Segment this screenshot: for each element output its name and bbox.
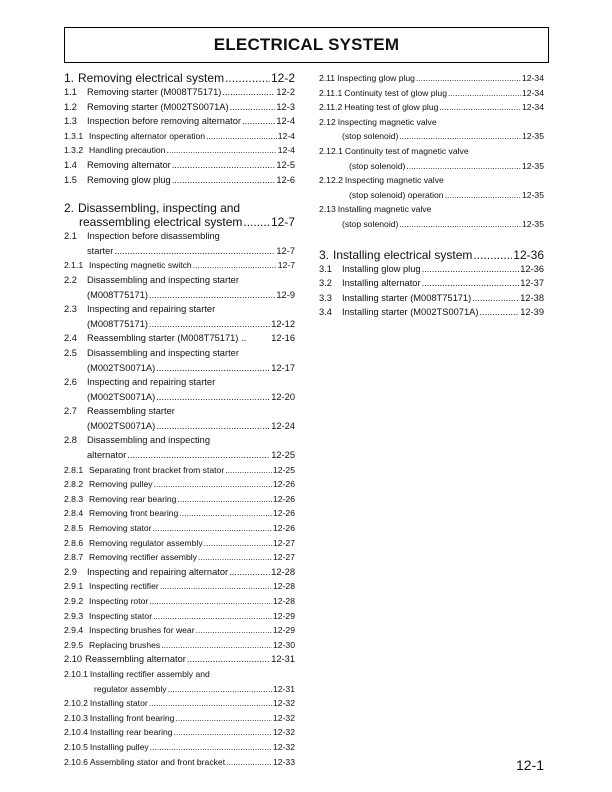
toc-left-column [64,71,295,769]
toc-entry-2-10-6[interactable]: 2.10.6 Assembling stator and front bracket ..... 12-33 [64,755,295,770]
toc-entry-1-1[interactable]: 1.1 Removing starter (M008T75171) ..... 12-2 [64,85,295,100]
toc-entry-1-3-2[interactable]: 1.3.2 Handling precaution ..... 12-4 [64,143,295,158]
toc-entry-3-1[interactable]: 3.1 Installing glow plug ..... 12-36 [319,262,544,277]
toc-entry-2-1-1[interactable]: 2.1.1 Inspecting magnetic switch ..... 12-7 [64,258,295,273]
toc-section-3[interactable]: 3. Installing electrical system ..... 12-36 [319,248,544,262]
toc-entry-1-3[interactable]: 1.3 Inspection before removing alternator ..... 12-4 [64,114,295,129]
toc-entry-2-13[interactable]: 2.13 Installing magnetic valve (stop solenoid) ..... 12-35 [319,202,544,231]
toc-entry-2-10-3[interactable]: 2.10.3 Installing front bearing ..... 12-32 [64,711,295,726]
toc-entry-2-8-5[interactable]: 2.8.5 Removing stator ..... 12-26 [64,521,295,536]
toc-entry-2-8-3[interactable]: 2.8.3 Removing rear bearing ..... 12-26 [64,492,295,507]
toc-entry-2-8-6[interactable]: 2.8.6 Removing regulator assembly ..... 12-27 [64,536,295,551]
toc-entry-2-12-2[interactable]: 2.12.2 Inspecting magnetic valve (stop solenoid) operation ..... 12-35 [319,173,544,202]
toc-entry-2-9-1[interactable]: 2.9.1 Inspecting rectifier ..... 12-28 [64,579,295,594]
toc-entry-2-2[interactable]: 2.2 Disassembling and inspecting starter (M008T75171) ..... 12-9 [64,273,295,302]
toc-entry-2-8[interactable]: 2.8 Disassembling and inspecting alternator ..... 12-25 [64,433,295,462]
toc-entry-2-8-4[interactable]: 2.8.4 Removing front bearing ..... 12-26 [64,506,295,521]
toc-entry-2-10[interactable]: 2.10 Reassembling alternator ..... 12-31 [64,652,295,667]
toc-entry-2-12-1[interactable]: 2.12.1 Continuity test of magnetic valve (stop solenoid) ..... 12-35 [319,144,544,173]
toc-entry-3-3[interactable]: 3.3 Installing starter (M008T75171) ..... 12-38 [319,291,544,306]
toc-entry-2-6[interactable]: 2.6 Inspecting and repairing starter (M002TS0071A) ..... 12-20 [64,375,295,404]
toc-entry-2-7[interactable]: 2.7 Reassembling starter (M002TS0071A) ..... 12-24 [64,404,295,433]
toc-section-title: Removing electrical system [78,71,225,85]
toc-entry-2-10-2[interactable]: 2.10.2 Installing stator ..... 12-32 [64,696,295,711]
toc-right-column [319,71,544,320]
toc-section-2[interactable]: 2. Disassembling, inspecting and reassembling electrical system ..... 12-7 [64,201,295,229]
toc-entry-2-9-3[interactable]: 2.9.3 Inspecting stator ..... 12-29 [64,609,295,624]
toc-page-ref: 12-2 [270,71,295,85]
toc-entry-1-2[interactable]: 1.2 Removing starter (M002TS0071A) ..... 12-3 [64,100,295,115]
toc-entry-2-11[interactable]: 2.11 Inspecting glow plug ..... 12-34 [319,71,544,86]
toc-entry-3-4[interactable]: 3.4 Installing starter (M002TS0071A) ..... 12-39 [319,305,544,320]
title-box [64,27,549,63]
toc-entry-2-12[interactable]: 2.12 Inspecting magnetic valve (stop solenoid) ..... 12-35 [319,115,544,144]
toc-entry-2-9-4[interactable]: 2.9.4 Inspecting brushes for wear ..... 12-29 [64,623,295,638]
toc-entry-2-10-1[interactable]: 2.10.1 Installing rectifier assembly and regulator assembly ..... 12-31 [64,667,295,696]
toc-entry-2-10-4[interactable]: 2.10.4 Installing rear bearing ..... 12-32 [64,725,295,740]
toc-entry-2-10-5[interactable]: 2.10.5 Installing pulley ..... 12-32 [64,740,295,755]
toc-entry-2-11-2[interactable]: 2.11.2 Heating test of glow plug ..... 12-34 [319,100,544,115]
toc-entry-2-8-2[interactable]: 2.8.2 Removing pulley ..... 12-26 [64,477,295,492]
toc-entry-2-4[interactable]: 2.4 Reassembling starter (M008T75171) .. 12-16 [64,333,295,344]
toc-entry-2-9[interactable]: 2.9 Inspecting and repairing alternator ..... 12-28 [64,565,295,580]
toc-section-1[interactable]: 1. Removing electrical system ..... 12-2 [64,71,295,85]
toc-entry-2-8-1[interactable]: 2.8.1 Separating front bracket from stator ..... 12-25 [64,463,295,478]
toc-entry-2-5[interactable]: 2.5 Disassembling and inspecting starter (M002TS0071A) ..... 12-17 [64,346,295,375]
toc-entry-2-9-5[interactable]: 2.9.5 Replacing brushes ..... 12-30 [64,638,295,653]
toc-entry-2-11-1[interactable]: 2.11.1 Continuity test of glow plug ..... 12-34 [319,86,544,101]
toc-entry-2-3[interactable]: 2.3 Inspecting and repairing starter (M008T75171) ..... 12-12 [64,302,295,331]
toc-entry-2-9-2[interactable]: 2.9.2 Inspecting rotor ..... 12-28 [64,594,295,609]
page-title: ELECTRICAL SYSTEM [213,35,400,54]
toc-entry-2-1[interactable]: 2.1 Inspection before disassembling starter ..... 12-7 [64,229,295,258]
page-number: 12-1 [516,757,545,773]
toc-entry-2-8-7[interactable]: 2.8.7 Removing rectifier assembly ..... 12-27 [64,550,295,565]
toc-entry-3-2[interactable]: 3.2 Installing alternator ..... 12-37 [319,276,544,291]
toc-entry-1-3-1[interactable]: 1.3.1 Inspecting alternator operation ..... 12-4 [64,129,295,144]
toc-entry-1-5[interactable]: 1.5 Removing glow plug ..... 12-6 [64,173,295,188]
toc-entry-1-4[interactable]: 1.4 Removing alternator ..... 12-5 [64,158,295,173]
